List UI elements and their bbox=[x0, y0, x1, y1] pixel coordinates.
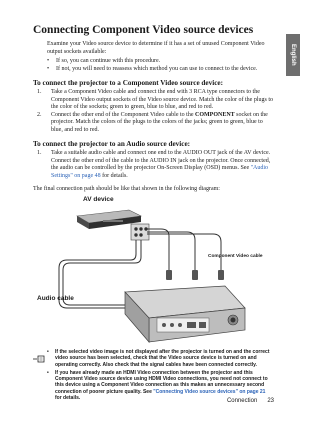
step-number: 2. bbox=[37, 111, 42, 118]
section-heading-component: To connect the projector to a Component Video source device: bbox=[33, 79, 223, 87]
step-item bbox=[37, 112, 273, 135]
page-title: Connecting Component Video source devices bbox=[33, 24, 254, 36]
list-item: • If so, you can continue with this procedure. bbox=[47, 58, 272, 66]
audio-steps bbox=[37, 150, 273, 180]
component-steps bbox=[37, 89, 273, 135]
note-text: If you have already made an HDMI Video connection between the projector and this Component Video source device using HDMI Video connections, you need not connect to this device using a Component Video connection as this makes an unnecessary second connection of poorer picture quality. See bbox=[55, 369, 268, 395]
intro-text: Examine your Video source device to determine if it has a set of unused Component Video output sockets available: bbox=[47, 41, 265, 55]
connecting-video-sources-link[interactable]: "Connecting Video source devices" on page 21 bbox=[153, 388, 266, 395]
step-text: Take a suitable audio cable and connect one end to the AUDIO OUT jack of the AV device. Connect the other end of the cable to the AUDIO IN jack on the projector. Once connected, the audio can be controlled by the projector On-Screen Display (OSD) menus. See bbox=[51, 150, 271, 172]
audio-cable-label: Audio cable bbox=[37, 295, 74, 302]
step-number: 1. bbox=[37, 89, 42, 95]
diagram-illustration bbox=[37, 196, 269, 344]
availability-list bbox=[47, 58, 272, 73]
component-cable-label: Component Video cable bbox=[208, 254, 263, 259]
list-item: • If not, you will need to reassess which method you can use to connect to the device. bbox=[47, 66, 272, 74]
language-tab: English bbox=[286, 34, 300, 76]
av-jack-panel bbox=[131, 224, 149, 240]
note-item bbox=[47, 370, 273, 401]
footer-section: Connection bbox=[226, 398, 258, 404]
step-number: 1. bbox=[37, 150, 42, 156]
step-text: Take a Component Video cable and connect the end with 3 RCA type connectors to the Component Video output sockets of the Video source device. Match the color of the plugs to the color of the sockets; green to green, blue to blue, and red to red. bbox=[51, 89, 274, 111]
socket-name: COMPONENT bbox=[195, 111, 235, 118]
notes-list bbox=[47, 349, 273, 403]
step-text: socket on the projector. Match the colors of the plugs to the colors of the jacks; green to green, blue to blue, and red to red. bbox=[51, 111, 268, 133]
note-item: • If the selected video image is not displayed after the projector is turned on and the correct video source has been selected, check that the Video source device is turned on and operating correctly. Also check that the signal cables have been connected correctly. bbox=[47, 349, 273, 368]
step-item bbox=[37, 150, 273, 180]
av-device-label: AV device bbox=[83, 196, 114, 203]
projector-image bbox=[125, 286, 245, 342]
step-text: for details. bbox=[100, 172, 128, 179]
note-text: for details. bbox=[55, 395, 81, 402]
page-number: 23 bbox=[267, 398, 274, 404]
step-item bbox=[37, 89, 273, 112]
final-connection-text: The final connection path should be like that shown in the following diagram: bbox=[33, 186, 220, 192]
connection-diagram bbox=[37, 196, 269, 344]
step-text: Connect the other end of the Component Video cable to the bbox=[51, 111, 195, 118]
component-cable bbox=[146, 229, 221, 270]
section-heading-audio: To connect the projector to an Audio source device: bbox=[33, 140, 191, 148]
page-footer bbox=[217, 398, 274, 404]
note-icon bbox=[33, 350, 45, 368]
audio-settings-link[interactable]: "Audio Settings" on page 48 bbox=[51, 165, 269, 179]
note-icon-shape bbox=[33, 355, 45, 363]
